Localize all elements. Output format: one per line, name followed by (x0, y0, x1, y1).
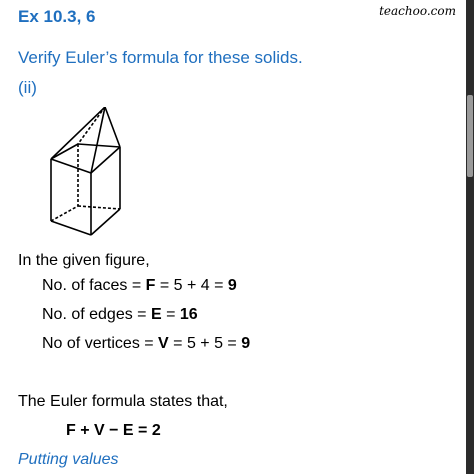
faces-expr: = 5 + 4 = (155, 277, 228, 294)
euler-formula: F + V − E = 2 (66, 422, 161, 439)
question-text: Verify Euler’s formula for these solids. (18, 48, 303, 67)
faces-line (42, 277, 237, 295)
edges-prefix: No. of edges = (42, 306, 151, 323)
vertices-line (42, 335, 250, 353)
prism-edge (91, 209, 120, 235)
next-step: Putting values (18, 451, 119, 468)
edges-line (42, 306, 198, 324)
prism-hidden-edge (78, 206, 120, 209)
edges-result: 16 (179, 306, 198, 323)
prism-edge (78, 144, 120, 147)
part-label: (ii) (18, 78, 37, 97)
vertices-result: 9 (241, 335, 251, 352)
scrollbar[interactable] (466, 0, 474, 474)
solution-intro: In the given figure, (18, 252, 150, 269)
faces-symbol: F (145, 277, 156, 294)
brand-watermark: teachoo.com (379, 4, 456, 18)
scrollbar-thumb[interactable] (467, 95, 473, 177)
prism-edge (51, 159, 91, 173)
vertices-expr: = 5 + 5 = (168, 335, 242, 352)
edges-symbol: E (150, 306, 162, 323)
solid-figure (46, 107, 122, 237)
exercise-title: Ex 10.3, 6 (18, 7, 96, 26)
vertices-prefix: No of vertices = (42, 335, 159, 352)
edges-expr: = (161, 306, 180, 323)
prism-edge (51, 221, 91, 235)
pyramid-edge (105, 107, 120, 147)
faces-prefix: No. of faces = (42, 277, 146, 294)
faces-result: 9 (227, 277, 237, 294)
prism-hidden-edge (51, 206, 78, 221)
vertices-symbol: V (158, 335, 169, 352)
formula-intro: The Euler formula states that, (18, 393, 228, 410)
